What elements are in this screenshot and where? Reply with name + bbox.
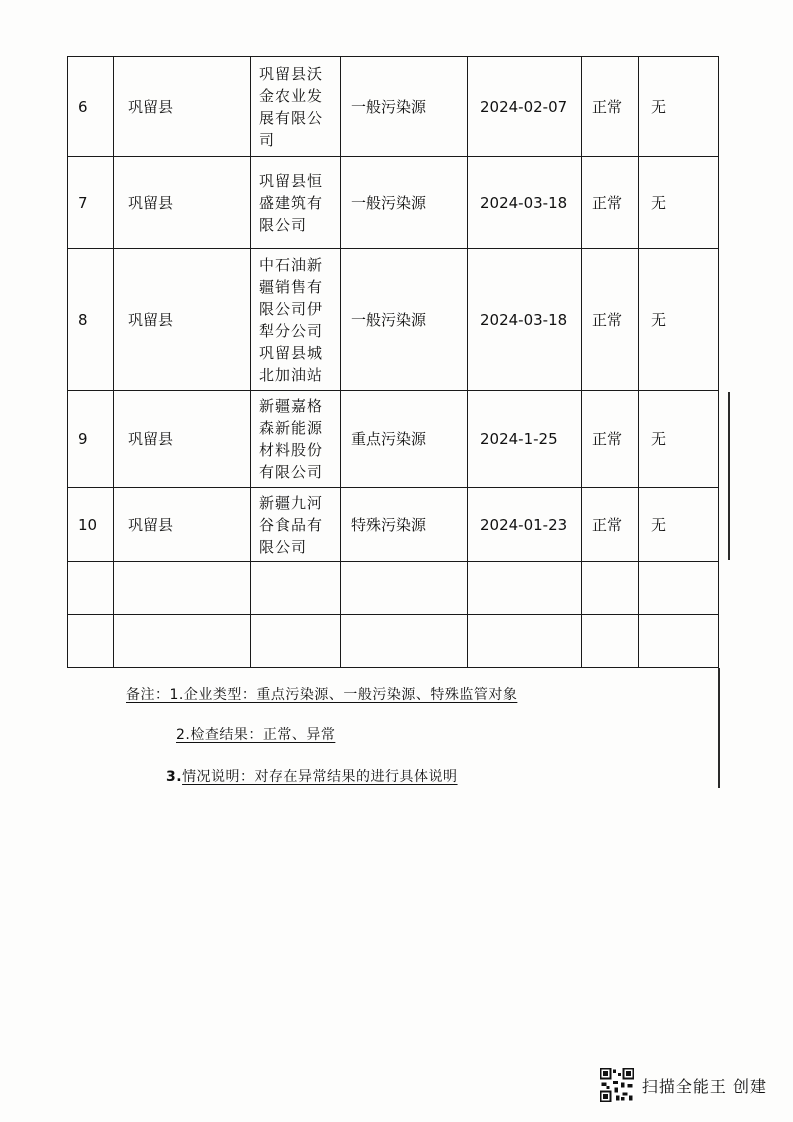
row-county: 巩留县 <box>114 57 251 157</box>
company-name-line: 疆销售有 <box>259 277 324 296</box>
company-name-line: 盛建筑有 <box>259 193 324 212</box>
row-county: 巩留县 <box>114 157 251 249</box>
row-index: 10 <box>68 488 114 562</box>
empty-table-row <box>68 562 719 615</box>
company-name-line: 中石油新 <box>259 255 324 274</box>
company-name-line: 材料股份 <box>259 441 324 459</box>
row-company <box>251 488 341 562</box>
company-name-line: 巩留县城 <box>259 343 324 362</box>
scanner-watermark <box>600 1068 767 1102</box>
note-line-3 <box>166 766 458 786</box>
empty-cell <box>251 615 341 668</box>
empty-cell <box>114 562 251 615</box>
row-company <box>251 57 341 157</box>
empty-cell <box>582 562 639 615</box>
row-index: 6 <box>68 57 114 157</box>
company-name-line: 限公司伊 <box>259 299 324 318</box>
empty-cell <box>68 562 114 615</box>
row-inspection-date: 2024-01-23 <box>468 488 582 562</box>
note-line-3-num: 3. <box>166 769 183 785</box>
row-inspection-date: 2024-03-18 <box>468 249 582 391</box>
row-county: 巩留县 <box>114 391 251 488</box>
empty-table-row <box>68 615 719 668</box>
company-name-line: 金农业发 <box>259 86 324 105</box>
row-pollution-type: 一般污染源 <box>341 157 468 249</box>
row-county: 巩留县 <box>114 249 251 391</box>
row-company <box>251 157 341 249</box>
qr-code-icon <box>600 1068 634 1102</box>
row-inspection-date: 2024-1-25 <box>468 391 582 488</box>
row-result: 正常 <box>582 157 639 249</box>
row-company <box>251 249 341 391</box>
company-name-line: 巩留县沃 <box>259 64 324 83</box>
row-note: 无 <box>639 57 719 157</box>
scan-artifact-line <box>728 392 730 560</box>
row-pollution-type: 一般污染源 <box>341 249 468 391</box>
row-result: 正常 <box>582 249 639 391</box>
empty-cell <box>639 615 719 668</box>
table-row <box>68 488 719 562</box>
empty-cell <box>341 615 468 668</box>
empty-cell <box>639 562 719 615</box>
empty-cell <box>68 615 114 668</box>
company-name-line: 北加油站 <box>259 365 324 384</box>
empty-cell <box>341 562 468 615</box>
company-name-line: 有限公司 <box>259 463 324 481</box>
row-index: 9 <box>68 391 114 488</box>
note-prefix: 备注： <box>126 687 170 703</box>
row-inspection-date: 2024-02-07 <box>468 57 582 157</box>
note-line-1 <box>126 684 517 704</box>
empty-cell <box>582 615 639 668</box>
table-row <box>68 391 719 488</box>
row-note: 无 <box>639 157 719 249</box>
company-name-line: 限公司 <box>259 537 308 556</box>
company-name-line: 新疆九河 <box>259 493 324 512</box>
note-enterprise-type: 1.企业类型：重点污染源、一般污染源、特殊监管对象 <box>169 687 518 703</box>
note-line-2 <box>176 724 335 744</box>
row-pollution-type: 重点污染源 <box>341 391 468 488</box>
row-note: 无 <box>639 391 719 488</box>
note-check-result: 2.检查结果：正常、异常 <box>176 727 336 743</box>
company-name-line: 新疆嘉格 <box>259 397 324 415</box>
company-name-line: 巩留县恒 <box>259 171 324 190</box>
table-row <box>68 57 719 157</box>
company-name-line: 森新能源 <box>259 419 324 437</box>
empty-cell <box>468 562 582 615</box>
table-row <box>68 249 719 391</box>
row-result: 正常 <box>582 488 639 562</box>
empty-cell <box>468 615 582 668</box>
table-row <box>68 157 719 249</box>
row-company <box>251 391 341 488</box>
row-county: 巩留县 <box>114 488 251 562</box>
empty-cell <box>114 615 251 668</box>
company-name-line: 限公司 <box>259 215 308 234</box>
row-pollution-type: 一般污染源 <box>341 57 468 157</box>
row-index: 8 <box>68 249 114 391</box>
company-name-line: 谷食品有 <box>259 515 324 534</box>
row-result: 正常 <box>582 57 639 157</box>
row-index: 7 <box>68 157 114 249</box>
company-name-line: 犁分公司 <box>259 321 324 340</box>
company-name-line: 展有限公 <box>259 108 324 127</box>
note-situation: 情况说明：对存在异常结果的进行具体说明 <box>182 769 458 785</box>
row-note: 无 <box>639 249 719 391</box>
inspection-table <box>67 56 719 668</box>
row-note: 无 <box>639 488 719 562</box>
company-name-line: 司 <box>259 130 276 149</box>
watermark-text: 扫描全能王 创建 <box>641 1076 767 1096</box>
row-result: 正常 <box>582 391 639 488</box>
row-inspection-date: 2024-03-18 <box>468 157 582 249</box>
row-pollution-type: 特殊污染源 <box>341 488 468 562</box>
scan-artifact-line <box>718 668 720 788</box>
empty-cell <box>251 562 341 615</box>
